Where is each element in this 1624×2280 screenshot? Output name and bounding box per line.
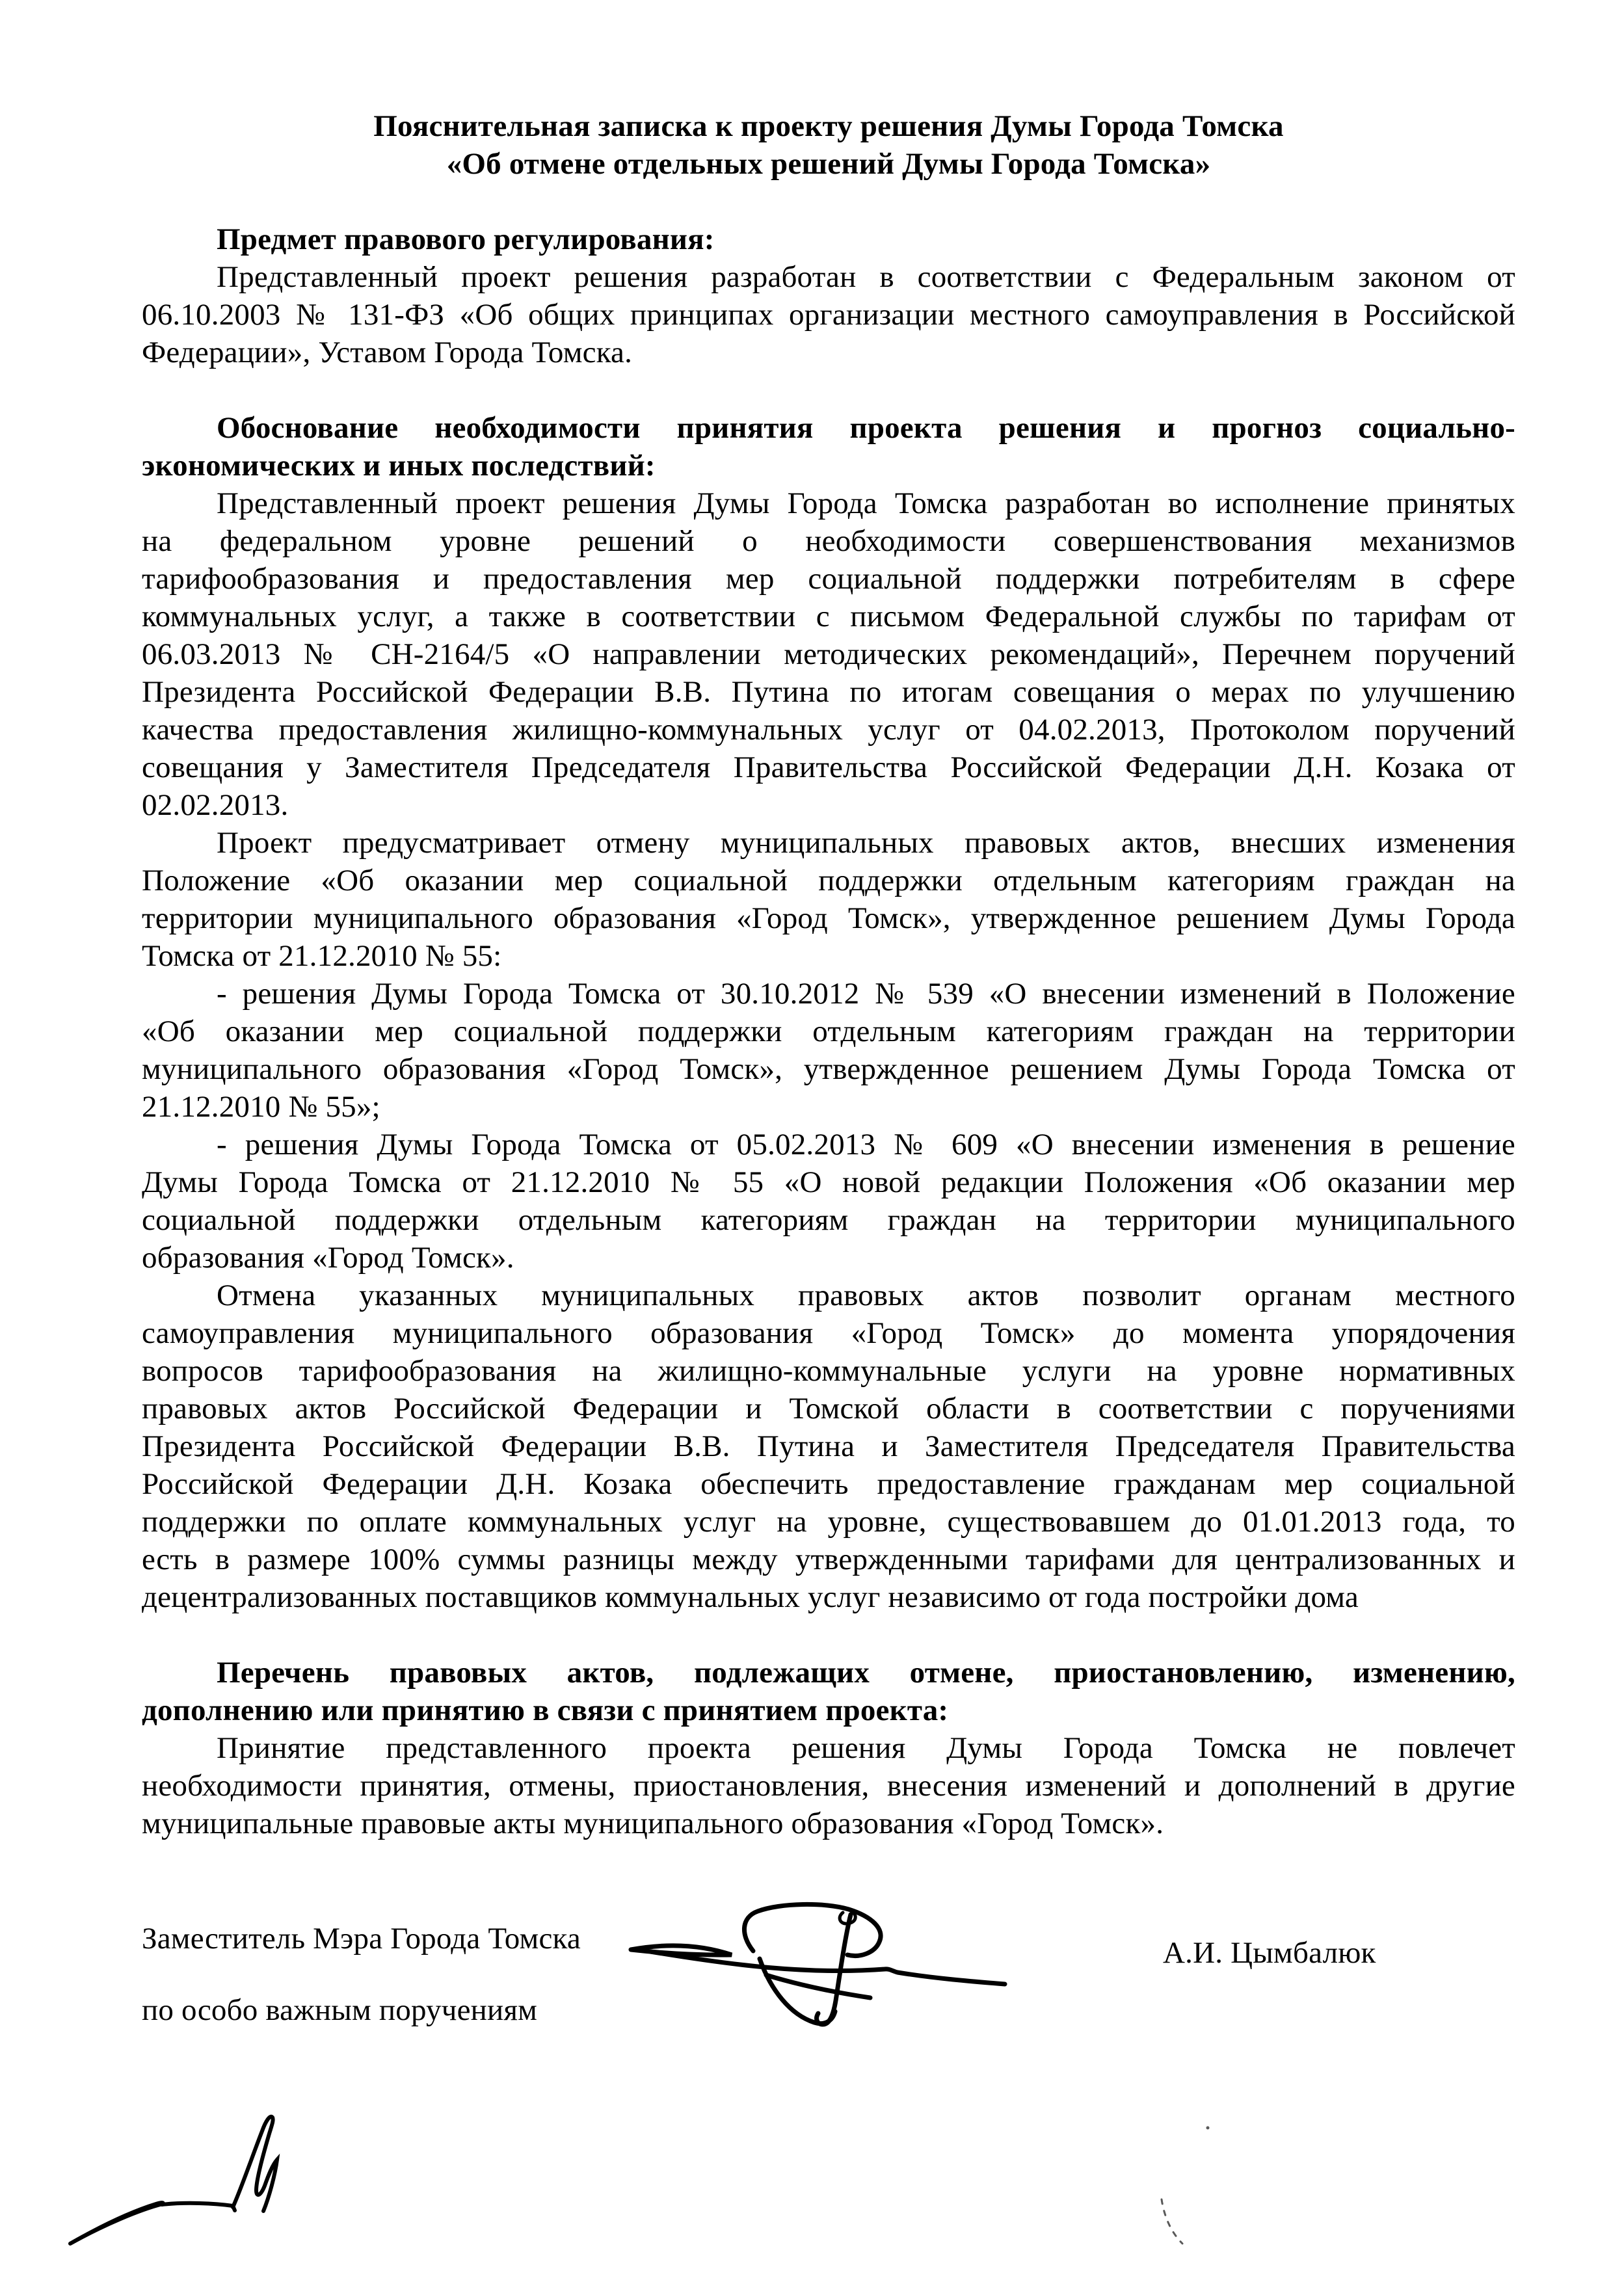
paragraph-line: 21.12.2010 № 55»; bbox=[142, 1090, 380, 1124]
document-title-line: Пояснительная записка к проекту решения Думы Города Томска bbox=[373, 109, 1284, 143]
paragraph-line: вопросов тарифообразования на жилищно-коммунальные услуги на уровне нормативных bbox=[142, 1354, 1515, 1388]
paragraph-line: на федеральном уровне решений о необходимости совершенствования механизмов bbox=[142, 524, 1515, 558]
section-heading-line: экономических и иных последствий: bbox=[142, 449, 656, 483]
paraph-icon bbox=[70, 2117, 277, 2244]
blank-line bbox=[142, 1616, 1515, 1654]
paragraph-line: поддержки по оплате коммунальных услуг на уровне, существовавшем до 01.01.2013 года, то bbox=[142, 1505, 1515, 1539]
paragraph-line: территории муниципального образования «Город Томск», утвержденное решением Думы Города bbox=[142, 901, 1515, 935]
paragraph-line: коммунальных услуг, а также в соответствии с письмом Федеральной службы по тарифам от bbox=[142, 600, 1515, 633]
section-heading-line: Перечень правовых актов, подлежащих отмене, приостановлению, изменению, bbox=[217, 1656, 1515, 1690]
section-heading-line: Обоснование необходимости принятия проекта решения и прогноз социально- bbox=[217, 411, 1515, 445]
blank-line bbox=[142, 371, 1515, 409]
signature-icon bbox=[631, 1904, 1005, 2024]
paragraph-line: - решения Думы Города Томска от 30.10.2012 № 539 «О внесении изменений в Положение bbox=[217, 977, 1515, 1011]
paragraph-line: муниципальные правовые акты муниципального образования «Город Томск». bbox=[142, 1807, 1164, 1840]
paragraph-line: есть в размере 100% суммы разницы между утвержденными тарифами для централизованных и bbox=[142, 1543, 1515, 1576]
paragraph-line: Думы Города Томска от 21.12.2010 № 55 «О новой редакции Положения «Об оказании мер bbox=[142, 1165, 1515, 1199]
paragraph-line: Федерации», Уставом Города Томска. bbox=[142, 336, 633, 369]
paragraph-line: Томска от 21.12.2010 № 55: bbox=[142, 939, 502, 973]
signatory-position-line-1: Заместитель Мэра Города Томска bbox=[142, 1922, 581, 1955]
paragraph-line: правовых актов Российской Федерации и Томской области в соответствии с поручениями bbox=[142, 1392, 1515, 1425]
paragraph-line: муниципального образования «Город Томск», утвержденное решением Думы Города Томска от bbox=[142, 1052, 1515, 1086]
document-body bbox=[142, 107, 1515, 1842]
paragraph-line: тарифообразования и предоставления мер социальной поддержки потребителям в сфере bbox=[142, 562, 1515, 596]
section-heading-line: Предмет правового регулирования: bbox=[217, 222, 715, 256]
signatory-position-line-2: по особо важным поручениям bbox=[142, 1993, 538, 2027]
paragraph-line: - решения Думы Города Томска от 05.02.2013 № 609 «О внесении изменения в решение bbox=[217, 1128, 1515, 1161]
paragraph-line: необходимости принятия, отмены, приостановления, внесения изменений и дополнений в другие bbox=[142, 1769, 1515, 1803]
paragraph-line: Проект предусматривает отмену муниципальных правовых актов, внесших изменения bbox=[217, 826, 1515, 860]
paragraph-line: 02.02.2013. bbox=[142, 788, 289, 822]
paragraph-line: Положение «Об оказании мер социальной поддержки отдельным категориям граждан на bbox=[142, 864, 1515, 897]
signatory-name: А.И. Цымбалюк bbox=[1163, 1936, 1376, 1970]
paragraph-line: социальной поддержки отдельным категориям граждан на территории муниципального bbox=[142, 1203, 1515, 1237]
paragraph-line: 06.03.2013 № СН-2164/5 «О направлении методических рекомендаций», Перечнем поручений bbox=[142, 637, 1515, 671]
paragraph-line: 06.10.2003 № 131-ФЗ «Об общих принципах организации местного самоуправления в Российской bbox=[142, 298, 1515, 332]
blank-line bbox=[142, 183, 1515, 220]
paragraph-line: «Об оказании мер социальной поддержки отдельным категориям граждан на территории bbox=[142, 1014, 1515, 1048]
paragraph-line: Президента Российской Федерации В.В. Путина по итогам совещания о мерах по улучшению bbox=[142, 675, 1515, 709]
paragraph-line: образования «Город Томск». bbox=[142, 1241, 514, 1275]
paragraph-line: Отмена указанных муниципальных правовых актов позволит органам местного bbox=[217, 1279, 1515, 1312]
stray-ink-mark bbox=[1162, 2127, 1210, 2244]
paragraph-line: Российской Федерации Д.Н. Козака обеспечить предоставление гражданам мер социальной bbox=[142, 1467, 1515, 1501]
paragraph-line: децентрализованных поставщиков коммунальных услуг независимо от года постройки дома bbox=[142, 1580, 1359, 1614]
paragraph-line: самоуправления муниципального образования «Город Томск» до момента упорядочения bbox=[142, 1316, 1515, 1350]
paragraph-line: Представленный проект решения Думы Города Томска разработан во исполнение принятых bbox=[217, 486, 1515, 520]
paragraph-line: качества предоставления жилищно-коммунальных услуг от 04.02.2013, Протоколом поручений bbox=[142, 713, 1515, 747]
paragraph-line: Представленный проект решения разработан в соответствии с Федеральным законом от bbox=[217, 260, 1515, 294]
document-title-line: «Об отмене отдельных решений Думы Города Томска» bbox=[446, 147, 1211, 181]
paragraph-line: совещания у Заместителя Председателя Правительства Российской Федерации Д.Н. Козака от bbox=[142, 750, 1515, 784]
paragraph-line: Принятие представленного проекта решения Думы Города Томска не повлечет bbox=[217, 1731, 1515, 1765]
paragraph-line: Президента Российской Федерации В.В. Путина и Заместителя Председателя Правительства bbox=[142, 1429, 1515, 1463]
section-heading-line: дополнению или принятию в связи с принятием проекта: bbox=[142, 1693, 949, 1727]
